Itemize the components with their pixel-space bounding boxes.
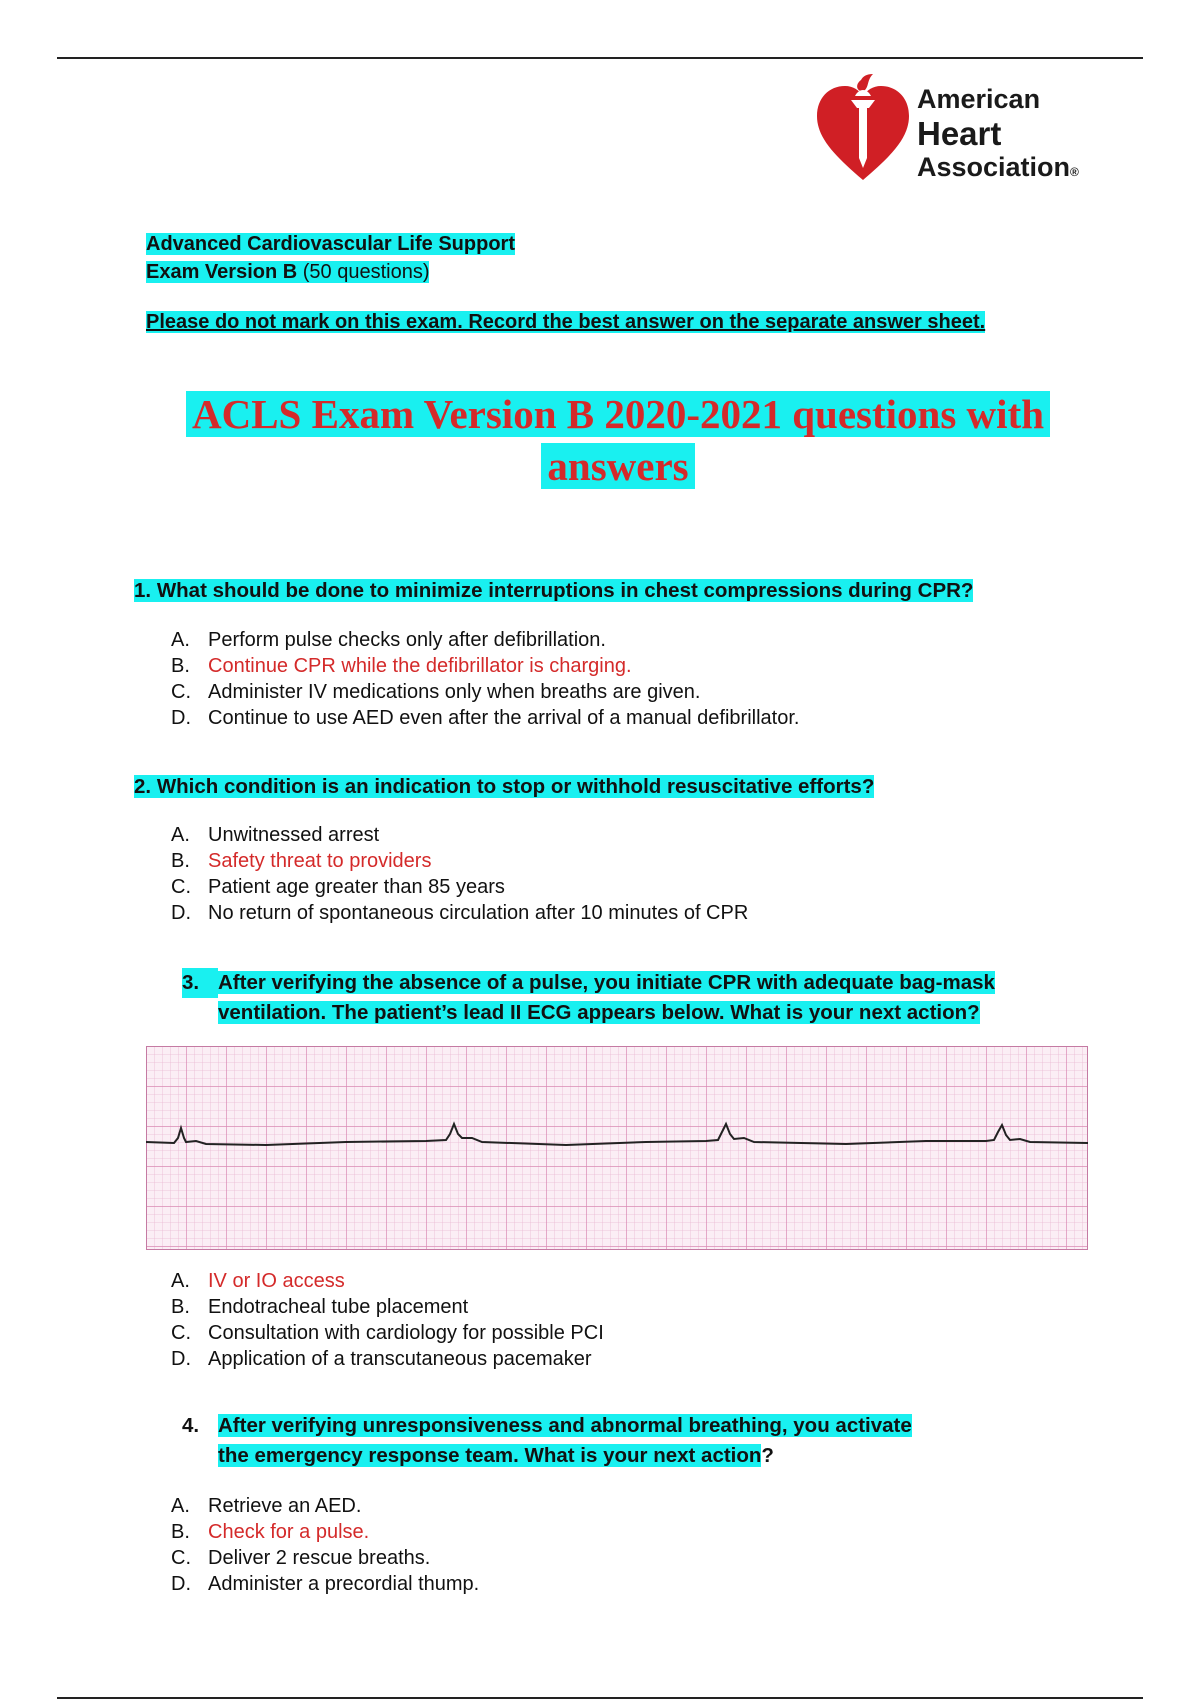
question-1: 1. What should be done to minimize interruptions in chest compressions during CPR? (134, 579, 974, 602)
option-1a: A. Perform pulse checks only after defibrillation. (171, 629, 606, 651)
option-4d: D. Administer a precordial thump. (171, 1573, 480, 1595)
option-1d: D. Continue to use AED even after the arrival of a manual defibrillator. (171, 707, 800, 729)
option-2a: A. Unwitnessed arrest (171, 824, 380, 846)
course-name: Advanced Cardiovascular Life Support (146, 233, 515, 255)
question-2: 2. Which condition is an indication to stop or withhold resuscitative efforts? (134, 775, 875, 798)
exam-header (146, 230, 515, 286)
option-3a-correct: A. IV or IO access (171, 1270, 345, 1292)
option-3d: D. Application of a transcutaneous pacemaker (171, 1348, 592, 1370)
logo-line-american: American (917, 84, 1041, 114)
exam-notice: Please do not mark on this exam. Record the best answer on the separate answer sheet. (146, 311, 986, 333)
question-4: 4. After verifying unresponsiveness and abnormal breathing, you activate the emergency response team. What is your next action? (182, 1414, 912, 1467)
option-1c: C. Administer IV medications only when breaths are given. (171, 681, 701, 703)
title-line-1: ACLS Exam Version B 2020-2021 questions with (186, 391, 1050, 437)
option-2c: C. Patient age greater than 85 years (171, 876, 505, 898)
question-4-options (171, 1493, 479, 1597)
page-title (60, 388, 1176, 492)
option-3b: B. Endotracheal tube placement (171, 1296, 469, 1318)
option-2d: D. No return of spontaneous circulation after 10 minutes of CPR (171, 902, 749, 924)
question-1-options (171, 627, 799, 731)
option-1b-correct: B. Continue CPR while the defibrillator is charging. (171, 655, 632, 677)
top-rule (57, 57, 1143, 59)
logo-wordmark (917, 86, 1079, 181)
option-4c: C. Deliver 2 rescue breaths. (171, 1547, 431, 1569)
question-3-options (171, 1268, 604, 1372)
option-4a: A. Retrieve an AED. (171, 1495, 362, 1517)
bottom-rule (57, 1697, 1143, 1699)
question-3: 3. After verifying the absence of a pulse, you initiate CPR with adequate bag-mask ventilation. The patient’s lead II ECG appears below. What is your next action? (182, 968, 1072, 1028)
exam-version: Exam Version B (50 questions) (146, 261, 430, 283)
title-line-2: answers (541, 443, 694, 489)
option-2b-correct: B. Safety threat to providers (171, 850, 432, 872)
question-2-options (171, 822, 748, 926)
heart-torch-icon (815, 72, 911, 184)
logo-line-association: Association® (917, 152, 1079, 182)
option-4b-correct: B. Check for a pulse. (171, 1521, 370, 1543)
aha-logo (815, 72, 1105, 184)
ecg-strip (146, 1046, 1088, 1250)
logo-line-heart: Heart (917, 115, 1002, 152)
option-3c: C. Consultation with cardiology for possible PCI (171, 1322, 604, 1344)
